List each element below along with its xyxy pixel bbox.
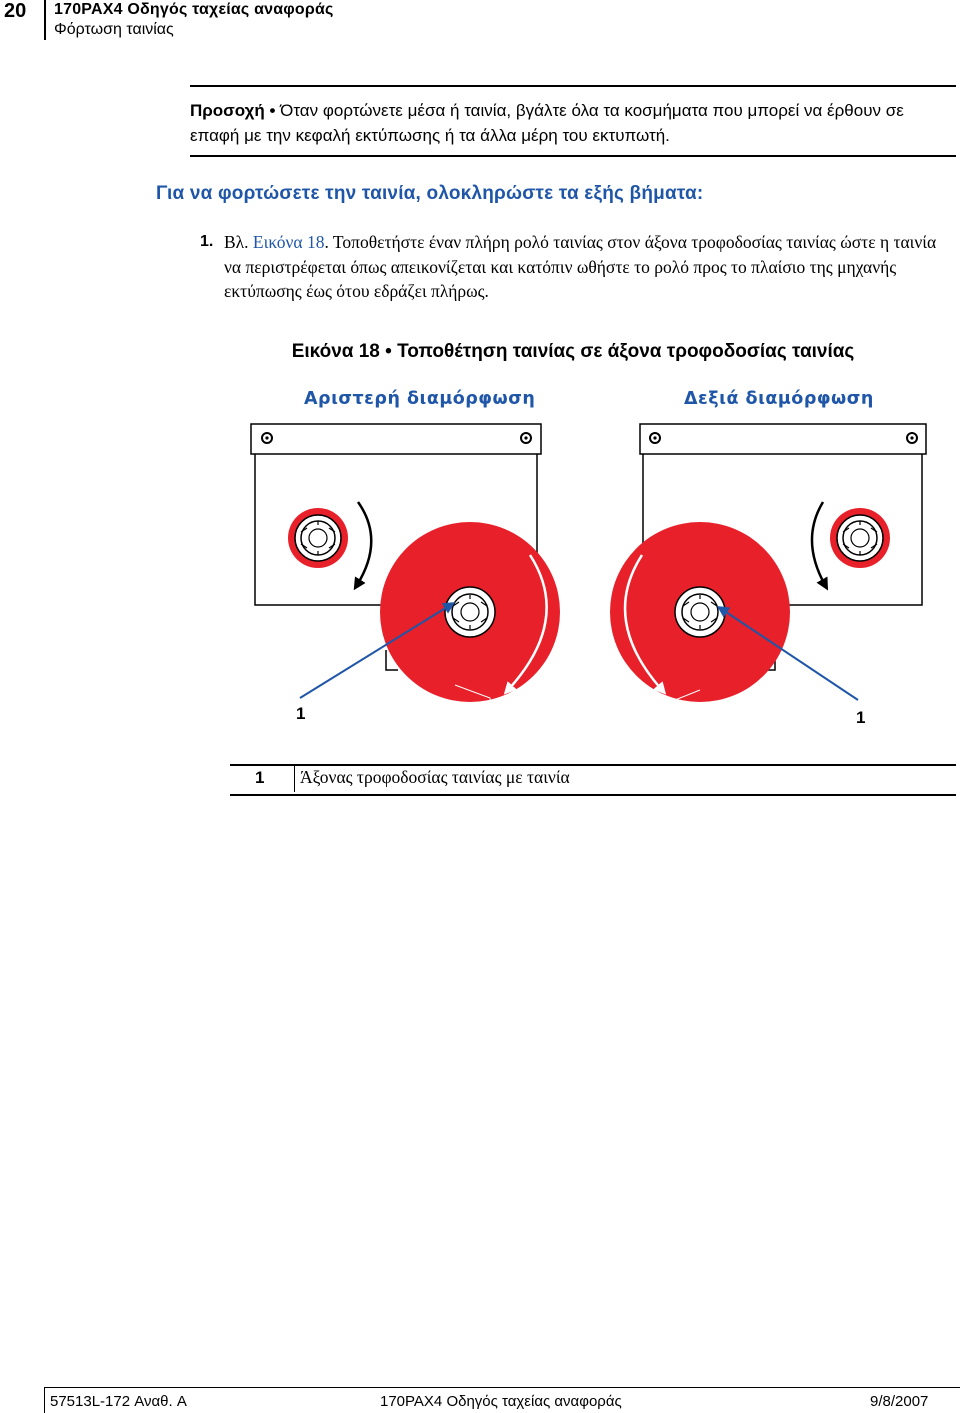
callout-number-right: 1 [856, 708, 866, 727]
legend-description: Άξονας τροφοδοσίας ταινίας με ταινία [300, 767, 570, 787]
left-top-plate [251, 424, 541, 454]
left-ribbon-roll [380, 522, 560, 760]
footer-divider [44, 1387, 45, 1413]
step-body: . Τοποθετήστε έναν πλήρη ρολό ταινίας στον άξονα τροφοδοσίας ταινίας ώστε η ταινία να περιστρέφεται όπως απεικονίζεται και κατόπιν ωθήστε το ρολό προς το πλαίσιο της μηχανής εκτύπωσης έως ότου εδράζει πλήρως. [224, 232, 937, 301]
footer-date: 9/8/2007 [870, 1393, 929, 1410]
figure-link[interactable]: Εικόνα 18 [252, 232, 325, 252]
page-number: 20 [4, 0, 27, 22]
caution-label: Προσοχή [190, 101, 265, 120]
callout-number-left: 1 [296, 704, 306, 723]
caution-text: Όταν φορτώνετε μέσα ή ταινία, βγάλτε όλα τα κοσμήματα που μπορεί να έρθουν σε επαφή με την κεφαλή εκτύπωσης ή τα άλλα μέρη του εκτυπωτή. [190, 101, 904, 145]
footer-doc-number: 57513L-172 Αναθ. A [50, 1393, 187, 1410]
footer-rule [44, 1387, 960, 1388]
right-ribbon-roll [610, 522, 790, 760]
left-config-label: Αριστερή διαμόρφωση [304, 389, 536, 409]
document-title: 170PAX4 Οδηγός ταχείας αναφοράς [54, 1, 334, 18]
right-takeup-spindle [830, 508, 890, 568]
left-takeup-spindle [288, 508, 348, 568]
right-top-plate [640, 424, 926, 454]
rotation-arrow-icon [812, 502, 825, 585]
legend-number: 1 [255, 768, 265, 787]
rotation-arrow-icon [357, 502, 371, 585]
step-prefix: Βλ. [224, 232, 253, 252]
footer-title: 170PAX4 Οδηγός ταχείας αναφοράς [380, 1393, 622, 1410]
legend-separator [294, 766, 295, 792]
steps-heading: Για να φορτώσετε την ταινία, ολοκληρώστε τα εξής βήματα: [156, 183, 704, 204]
section-title: Φόρτωση ταινίας [54, 21, 174, 38]
caution-bullet: • [269, 101, 276, 120]
right-config-label: Δεξιά διαμόρφωση [684, 389, 874, 409]
right-configuration [610, 424, 926, 760]
step-number: 1. [200, 233, 214, 250]
figure-title: Εικόνα 18 • Τοποθέτηση ταινίας σε άξονα τροφοδοσίας ταινίας [291, 341, 855, 362]
